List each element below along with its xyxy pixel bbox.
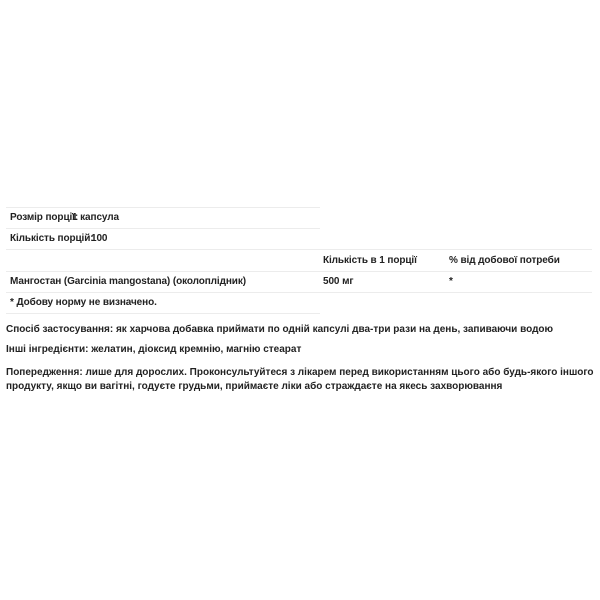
divider [6,271,592,272]
column-header-amount: Кількість в 1 порції [323,255,417,266]
divider [6,207,320,208]
ingredient-amount: 500 мг [323,276,354,287]
servings-label: Кількість порцій: [10,233,94,244]
divider [6,228,320,229]
serving-size-label: Розмір порції: [10,212,79,223]
warning-text: Попередження: лише для дорослих. Проконсультуйтеся з лікарем перед використанням цього або будь-якого іншого продукту, якщо ви вагітні, годуєте грудьми, приймаєте ліки або страждаєте на якесь захворювання [6,367,594,392]
ingredient-daily-value: * [449,276,453,287]
serving-size-value: 1 капсула [72,212,119,223]
other-ingredients-text: Інші інгредієнти: желатин, діоксид кремнію, магнію стеарат [6,344,302,355]
column-header-daily-value: % від добової потреби [449,255,560,266]
footnote: * Добову норму не визначено. [10,297,157,308]
divider [6,249,592,250]
usage-text: Спосіб застосування: як харчова добавка приймати по одній капсулі два-три рази на день, запиваючи водою [6,324,554,335]
servings-value: 100 [91,233,108,244]
divider [6,292,592,293]
ingredient-name: Мангостан (Garcinia mangostana) (околоплідник) [10,276,246,287]
divider [6,313,320,314]
